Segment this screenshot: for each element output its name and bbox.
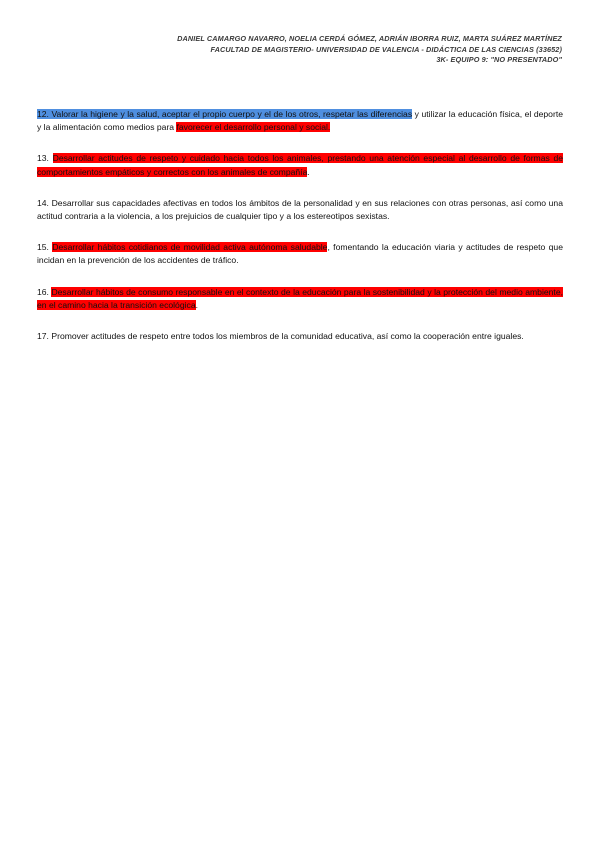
objective-item-14 xyxy=(37,197,563,223)
objective-15-plain-text: , fomentando la educación viaria y actitudes de respeto que incidan en la prevención de los accidentes de tráfico. xyxy=(37,242,563,266)
objective-12-highlight-blue xyxy=(37,109,412,119)
objective-15-number: 15. xyxy=(37,242,49,253)
objective-item-17 xyxy=(37,330,563,343)
objective-12-highlight-text: Valorar la higiene y la salud, aceptar el propio cuerpo y el de los otros, respetar las diferencias xyxy=(51,109,413,119)
header-faculty: FACULTAD DE MAGISTERIO- UNIVERSIDAD DE VALENCIA - DIDÁCTICA DE LAS CIENCIAS (33652) xyxy=(210,44,562,54)
objective-item-15 xyxy=(37,241,563,267)
objective-12-plain-text: y utilizar la educación física, el deporte y la alimentación como medios para xyxy=(37,109,563,133)
objective-12-number: 12. xyxy=(37,109,49,119)
header-authors: DANIEL CAMARGO NAVARRO, NOELIA CERDÁ GÓMEZ, ADRIÁN IBORRA RUIZ, MARTA SUÁREZ MARTÍNEZ xyxy=(177,34,562,43)
objective-16-number: 16. xyxy=(37,286,49,297)
objective-14-number: 14. xyxy=(37,197,49,208)
objective-15-highlight-red: Desarrollar hábitos cotidianos de movilidad activa autónoma saludable xyxy=(52,242,328,253)
objective-item-12 xyxy=(37,108,563,134)
objective-14-plain-text: Desarrollar sus capacidades afectivas en todos los ámbitos de la personalidad y en sus relaciones con otras personas, así como una actitud contraria a la violencia, a los prejuicios de cualquier tipo y a los estereotipos sexistas. xyxy=(37,197,563,222)
objective-12-highlight-red: favorecer el desarrollo personal y social. xyxy=(176,122,331,133)
objective-13-number: 13. xyxy=(37,153,49,164)
objective-16-plain-text: . xyxy=(195,299,198,310)
objective-13-plain-text: . xyxy=(307,166,310,177)
objectives-list xyxy=(37,108,563,361)
objective-17-number: 17. xyxy=(37,331,49,342)
objective-item-13 xyxy=(37,152,563,178)
objective-item-16 xyxy=(37,286,563,312)
page-header xyxy=(92,34,562,66)
header-team: 3K- EQUIPO 9: "NO PRESENTADO" xyxy=(436,55,562,64)
objective-13-highlight-red: Desarrollar actitudes de respeto y cuidado hacia todos los animales, prestando una atención especial al desarrollo de formas de comportamientos empáticos y correctos con los animales de compañía xyxy=(37,153,563,177)
objective-17-plain-text: Promover actitudes de respeto entre todos los miembros de la comunidad educativa, así como la cooperación entre iguales. xyxy=(51,331,524,342)
objective-16-highlight-red: Desarrollar hábitos de consumo responsable en el contexto de la educación para la sostenibilidad y la protección del medio ambiente, en el camino hacia la transición ecológica xyxy=(37,286,563,310)
